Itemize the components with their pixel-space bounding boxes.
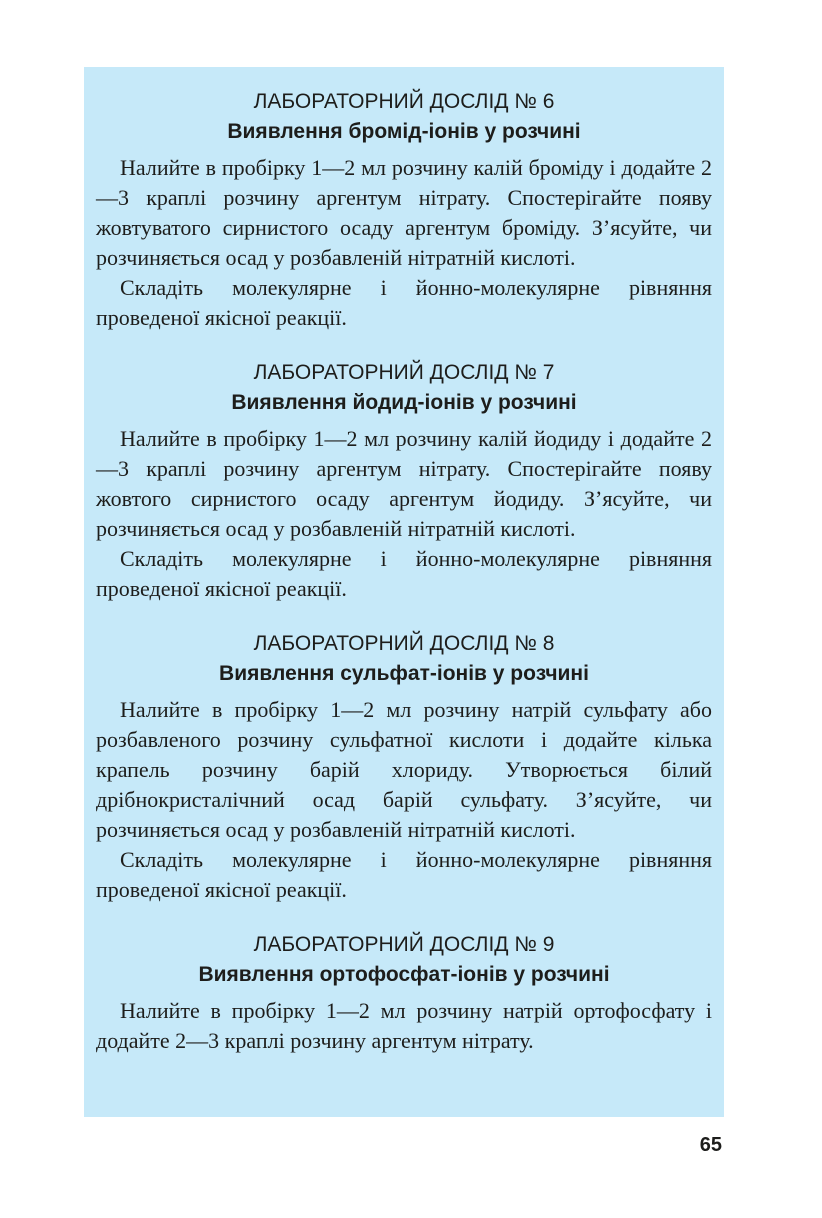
lab-paragraph: Складіть молекулярне і йонно-молекулярне рівняння проведеної якісної реакції. bbox=[96, 847, 712, 902]
page-number: 65 bbox=[699, 1134, 722, 1156]
lab-subtitle: Виявлення сульфат-іонів у розчині bbox=[219, 662, 589, 685]
lab-paragraph: Налийте в пробірку 1—2 мл розчину натрій сульфату або розбавленого розчину сульфатної кислоти і додайте кілька крапель розчину барій хлориду. Утворюється білий дрібнокристалічний осад барій сульфату. З’ясуйте, чи розчиняється осад у розбавленій нітратній кислоті. bbox=[96, 697, 712, 842]
lab-paragraph: Налийте в пробірку 1—2 мл розчину калій йодиду і додайте 2—3 краплі розчину аргентум нітрату. Спостерігайте появу жовтого сирнистого осаду аргентум йодиду. З’ясуйте, чи розчиняється осад у розбавленій нітратній кислоті. bbox=[96, 426, 712, 541]
lab-experiment-8 bbox=[96, 629, 712, 905]
lab-subtitle: Виявлення йодид-іонів у розчині bbox=[231, 391, 577, 414]
lab-subtitle: Виявлення ортофосфат-іонів у розчині bbox=[198, 963, 610, 986]
lab-paragraph: Складіть молекулярне і йонно-молекулярне рівняння проведеної якісної реакції. bbox=[96, 546, 712, 601]
lab-paragraph: Налийте в пробірку 1—2 мл розчину калій броміду і додайте 2—3 краплі розчину аргентум нітрату. Спостерігайте появу жовтуватого сирнистого осаду аргентум броміду. З’ясуйте, чи розчиняється осад у розбавленій нітратній кислоті. bbox=[96, 155, 712, 270]
lab-paragraph: Налийте в пробірку 1—2 мл розчину натрій ортофосфату і додайте 2—3 краплі розчину аргентум нітрату. bbox=[96, 998, 712, 1053]
lab-paragraph: Складіть молекулярне і йонно-молекулярне рівняння проведеної якісної реакції. bbox=[96, 275, 712, 330]
lab-experiment-9 bbox=[96, 930, 712, 1056]
lab-subtitle: Виявлення бромід-іонів у розчині bbox=[227, 120, 581, 143]
lab-title: ЛАБОРАТОРНИЙ ДОСЛІД № 6 bbox=[253, 90, 555, 113]
lab-experiments-panel bbox=[84, 67, 724, 1117]
lab-title: ЛАБОРАТОРНИЙ ДОСЛІД № 8 bbox=[253, 632, 555, 655]
lab-experiment-7 bbox=[96, 358, 712, 604]
lab-experiment-6 bbox=[96, 87, 712, 333]
lab-title: ЛАБОРАТОРНИЙ ДОСЛІД № 7 bbox=[253, 361, 555, 384]
lab-title: ЛАБОРАТОРНИЙ ДОСЛІД № 9 bbox=[253, 933, 555, 956]
